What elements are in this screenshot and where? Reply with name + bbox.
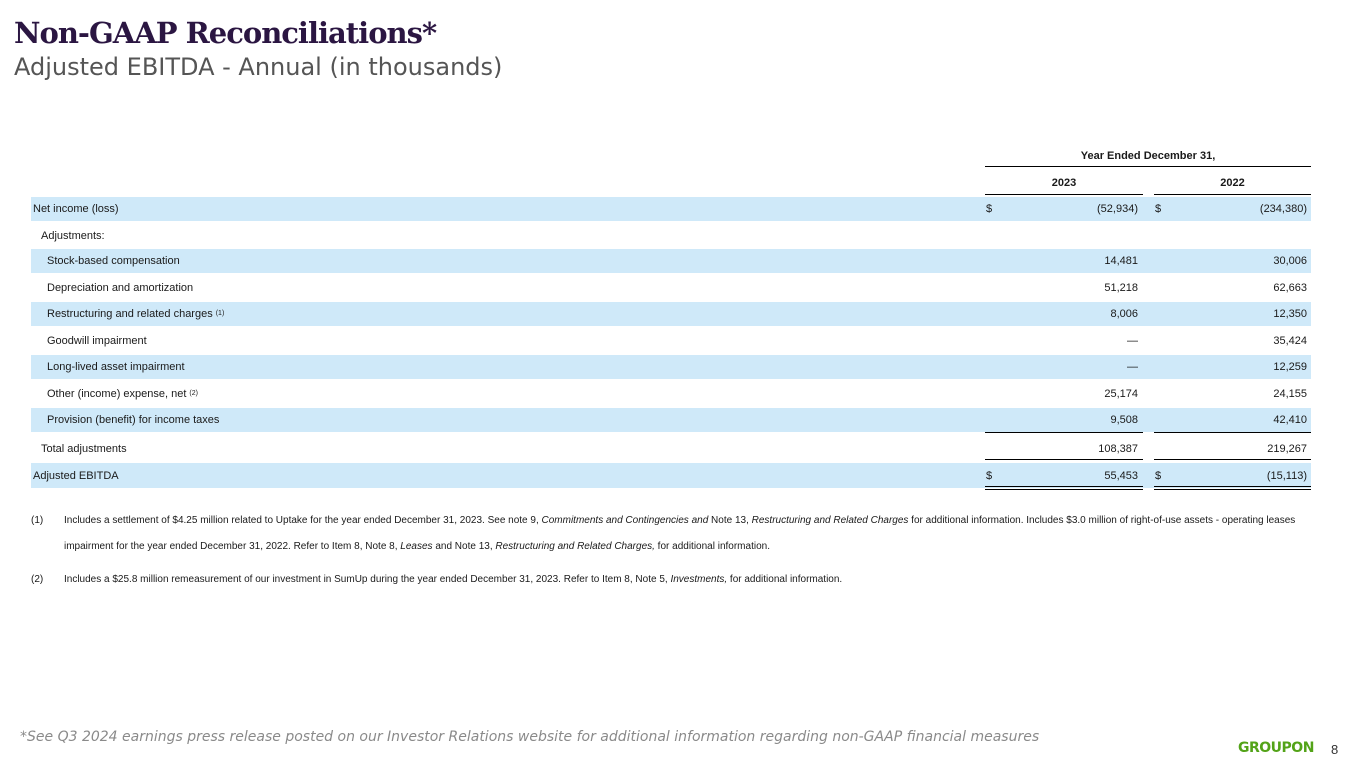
- rule-line: [1154, 459, 1311, 460]
- value-2023: 108,387: [1098, 442, 1138, 455]
- value-2022: (15,113): [1266, 469, 1307, 482]
- value-2023: 14,481: [1104, 255, 1138, 267]
- footnote-reference-title: Restructuring and Related Charges: [751, 515, 909, 526]
- column-header-2022: 2022: [1154, 175, 1311, 195]
- row-label-wrap: Other (income) expense, net (2): [47, 388, 198, 400]
- page-number: 8: [1331, 742, 1339, 757]
- rule-line: [985, 432, 1143, 433]
- footnote-segment: and Note 13,: [432, 541, 496, 552]
- footnote-number: (2): [31, 574, 44, 585]
- row-label: Total adjustments: [41, 442, 127, 455]
- row-label: Net income (loss): [33, 203, 119, 215]
- footnote-reference-title: Restructuring and Related Charges,: [495, 541, 655, 552]
- table-row: [31, 329, 1311, 353]
- value-2023: 25,174: [1104, 388, 1138, 400]
- row-label: Long-lived asset impairment: [47, 361, 185, 373]
- period-header: Year Ended December 31,: [985, 148, 1311, 167]
- column-header-2023: 2023: [985, 175, 1143, 195]
- footnote-reference-title: Investments,: [670, 574, 728, 585]
- value-2023: 51,218: [1104, 282, 1138, 294]
- currency-symbol: $: [1155, 203, 1162, 215]
- footnote-segment: Includes a $25.8 million remeasurement of our investment in SumUp during the year ended December 31, 2023. Refer to Item 8, Note 5,: [64, 574, 671, 585]
- value-2022: 219,267: [1267, 442, 1307, 455]
- table-row: [31, 435, 1311, 462]
- footnote-reference-title: Leases: [400, 541, 433, 552]
- table-row: [31, 197, 1311, 221]
- footnote-segment: for additional information.: [727, 574, 843, 585]
- row-label: Adjustments:: [41, 230, 105, 242]
- value-2022: 12,259: [1273, 361, 1307, 373]
- footnote-segment: for additional information. Includes $3.0 million of right-of-use assets - operating leases impairment for the year ended December 31, 2022. Refer to Item 8, Note 8,: [64, 515, 1296, 552]
- value-2022: 42,410: [1273, 414, 1307, 426]
- rule-line: [985, 459, 1143, 460]
- footnote-segment: for additional information.: [654, 541, 770, 552]
- table-row: [31, 463, 1311, 488]
- value-2022: 35,424: [1273, 335, 1307, 347]
- footnote-number: (1): [31, 515, 44, 526]
- table-row: [31, 355, 1311, 379]
- double-rule-line: [1154, 486, 1311, 490]
- table-row: [31, 276, 1311, 300]
- value-2022: 24,155: [1273, 388, 1307, 400]
- value-2023: —: [1127, 361, 1138, 373]
- page-title: Non-GAAP Reconciliations*: [14, 16, 437, 50]
- table-row: [31, 382, 1311, 406]
- row-label: Stock-based compensation: [47, 255, 180, 267]
- row-label: Provision (benefit) for income taxes: [47, 414, 220, 426]
- page-subtitle: Adjusted EBITDA - Annual (in thousands): [14, 53, 503, 81]
- value-2023: 9,508: [1110, 414, 1138, 426]
- table-row: [31, 223, 1311, 249]
- table-row: [31, 249, 1311, 273]
- value-2023: 8,006: [1110, 308, 1138, 320]
- double-rule-line: [985, 486, 1143, 490]
- groupon-logo: GROUPON: [1238, 740, 1314, 756]
- value-2023: —: [1127, 335, 1138, 347]
- footer-note: *See Q3 2024 earnings press release posted on our Investor Relations website for additional information regarding non-GAAP financial measures: [20, 729, 1040, 745]
- footnote-text: [64, 508, 1319, 560]
- value-2022: 12,350: [1273, 308, 1307, 320]
- row-label-wrap: Restructuring and related charges (1): [47, 308, 225, 320]
- footnote-text: [64, 567, 1319, 593]
- row-label: Adjusted EBITDA: [33, 469, 119, 482]
- currency-symbol: $: [986, 469, 993, 482]
- row-label: Depreciation and amortization: [47, 282, 194, 294]
- footnote-segment: Includes a settlement of $4.25 million related to Uptake for the year ended December 31, 2023. See note 9,: [64, 515, 542, 526]
- currency-symbol: $: [1155, 469, 1162, 482]
- row-label: Restructuring and related charges: [47, 308, 213, 320]
- table-row: [31, 302, 1311, 326]
- table-row: [31, 408, 1311, 432]
- value-2023: 55,453: [1104, 469, 1138, 482]
- row-label: Goodwill impairment: [47, 335, 147, 347]
- row-label: Other (income) expense, net: [47, 388, 187, 400]
- footnote-segment: Note 13,: [711, 515, 752, 526]
- value-2023: (52,934): [1097, 203, 1138, 215]
- rule-line: [1154, 432, 1311, 433]
- value-2022: 30,006: [1273, 255, 1307, 267]
- footnote-reference-title: Commitments and Contingencies and: [541, 515, 712, 526]
- value-2022: 62,663: [1273, 282, 1307, 294]
- currency-symbol: $: [986, 203, 993, 215]
- value-2022: (234,380): [1259, 203, 1307, 215]
